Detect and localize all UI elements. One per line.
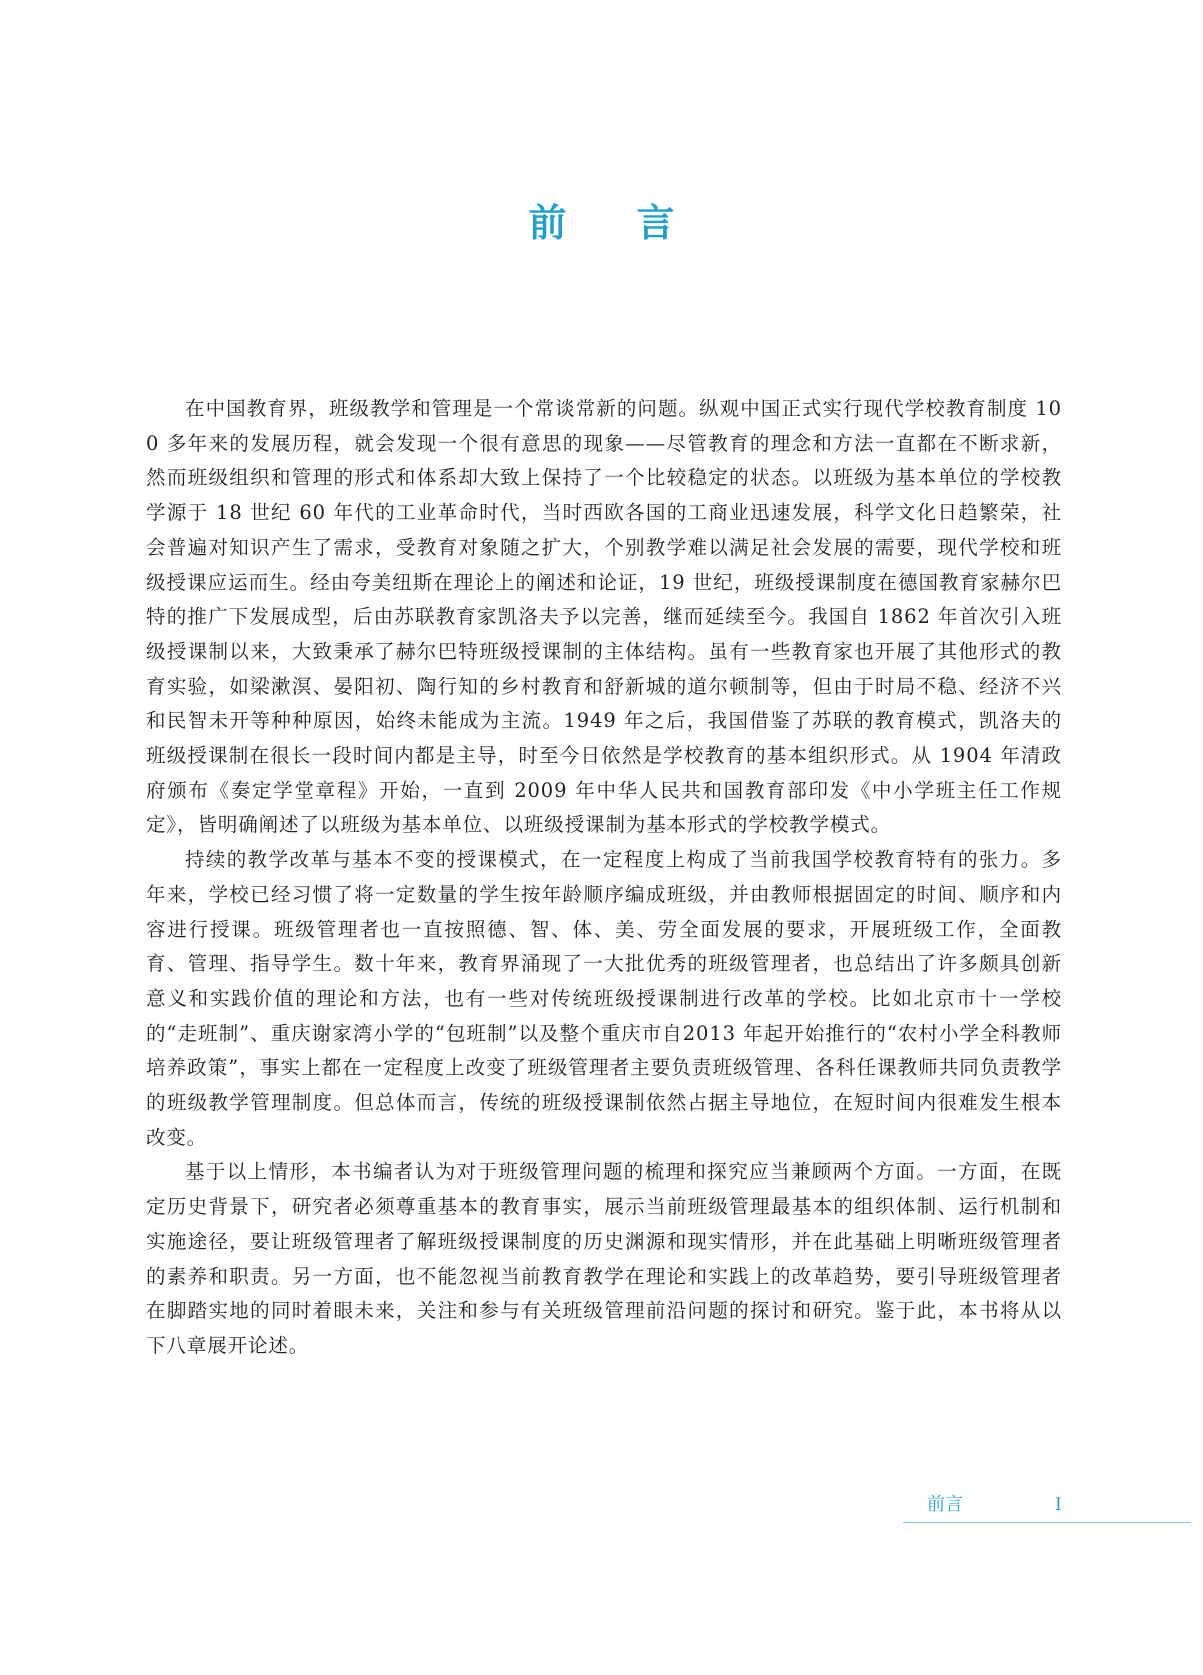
page-title: 前言 — [528, 200, 745, 245]
paragraph-2: 持续的教学改革与基本不变的授课模式，在一定程度上构成了当前我国学校教育特有的张力。多年来，学校已经习惯了将一定数量的学生按年龄顺序编成班级，并由教师根据固定的时间、顺序和内容进行授课。班级管理者也一直按照德、智、体、美、劳全面发展的要求，开展班级工作，全面教育、管理、指导学生。数十年来，教育界涌现了一大批优秀的班级管理者，也总结出了许多颇具创新意义和实践价值的理论和方法，也有一些对传统班级授课制进行改革的学校。比如北京市十一学校的“走班制”、重庆谢家湾小学的“包班制”以及整个重庆市自2013 年起开始推行的“农村小学全科教师培养政策”，事实上都在一定程度上改变了班级管理者主要负责班级管理、各科任课教师共同负责教学的班级教学管理制度。但总体而言，传统的班级授课制依然占据主导地位，在短时间内很难发生根本改变。 — [146, 848, 1062, 1149]
paragraph-1: 在中国教育界，班级教学和管理是一个常谈常新的问题。纵观中国正式实行现代学校教育制度 100 多年来的发展历程，就会发现一个很有意思的现象——尽管教育的理念和方法一直都在不断求新，然而班级组织和管理的形式和体系却大致上保持了一个比较稳定的状态。以班级为基本单位的学校教学源于 18 世纪 60 年代的工业革命时代，当时西欧各国的工商业迅速发展，科学文化日趋繁荣，社会普遍对知识产生了需求，受教育对象随之扩大，个别教学难以满足社会发展的需要，现代学校和班级授课应运而生。经由夸美纽斯在理论上的阐述和论证，19 世纪，班级授课制度在德国教育家赫尔巴特的推广下发展成型，后由苏联教育家凯洛夫予以完善，继而延续至今。我国自 1862 年首次引入班级授课制以来，大致秉承了赫尔巴特班级授课制的主体结构。虽有一些教育家也开展了其他形式的教育实验，如梁漱溟、晏阳初、陶行知的乡村教育和舒新城的道尔顿制等，但由于时局不稳、经济不兴和民智未开等种种原因，始终未能成为主流。1949 年之后，我国借鉴了苏联的教育模式，凯洛夫的班级授课制在很长一段时间内都是主导，时至今日依然是学校教育的基本组织形式。从 1904 年清政府颁布《奏定学堂章程》开始，一直到 2009 年中华人民共和国教育部印发《中小学班主任工作规定》，皆明确阐述了以班级为基本单位、以班级授课制为基本形式的学校教学模式。 — [146, 397, 1062, 837]
page-footer — [903, 1492, 1191, 1523]
body-text — [146, 392, 1062, 1364]
footer-page-number: I — [1055, 1495, 1062, 1515]
paragraph-3: 基于以上情形，本书编者认为对于班级管理问题的梳理和探究应当兼顾两个方面。一方面，在既定历史背景下，研究者必须尊重基本的教育事实，展示当前班级管理最基本的组织体制、运行机制和实施途径，要让班级管理者了解班级授课制度的历史渊源和现实情形，并在此基础上明晰班级管理者的素养和职责。另一方面，也不能忽视当前教育教学在理论和实践上的改革趋势，要引导班级管理者在脚踏实地的同时着眼未来，关注和参与有关班级管理前沿问题的探讨和研究。鉴于此，本书将从以下八章展开论述。 — [146, 1160, 1062, 1357]
footer-section-label: 前言 — [927, 1494, 963, 1515]
